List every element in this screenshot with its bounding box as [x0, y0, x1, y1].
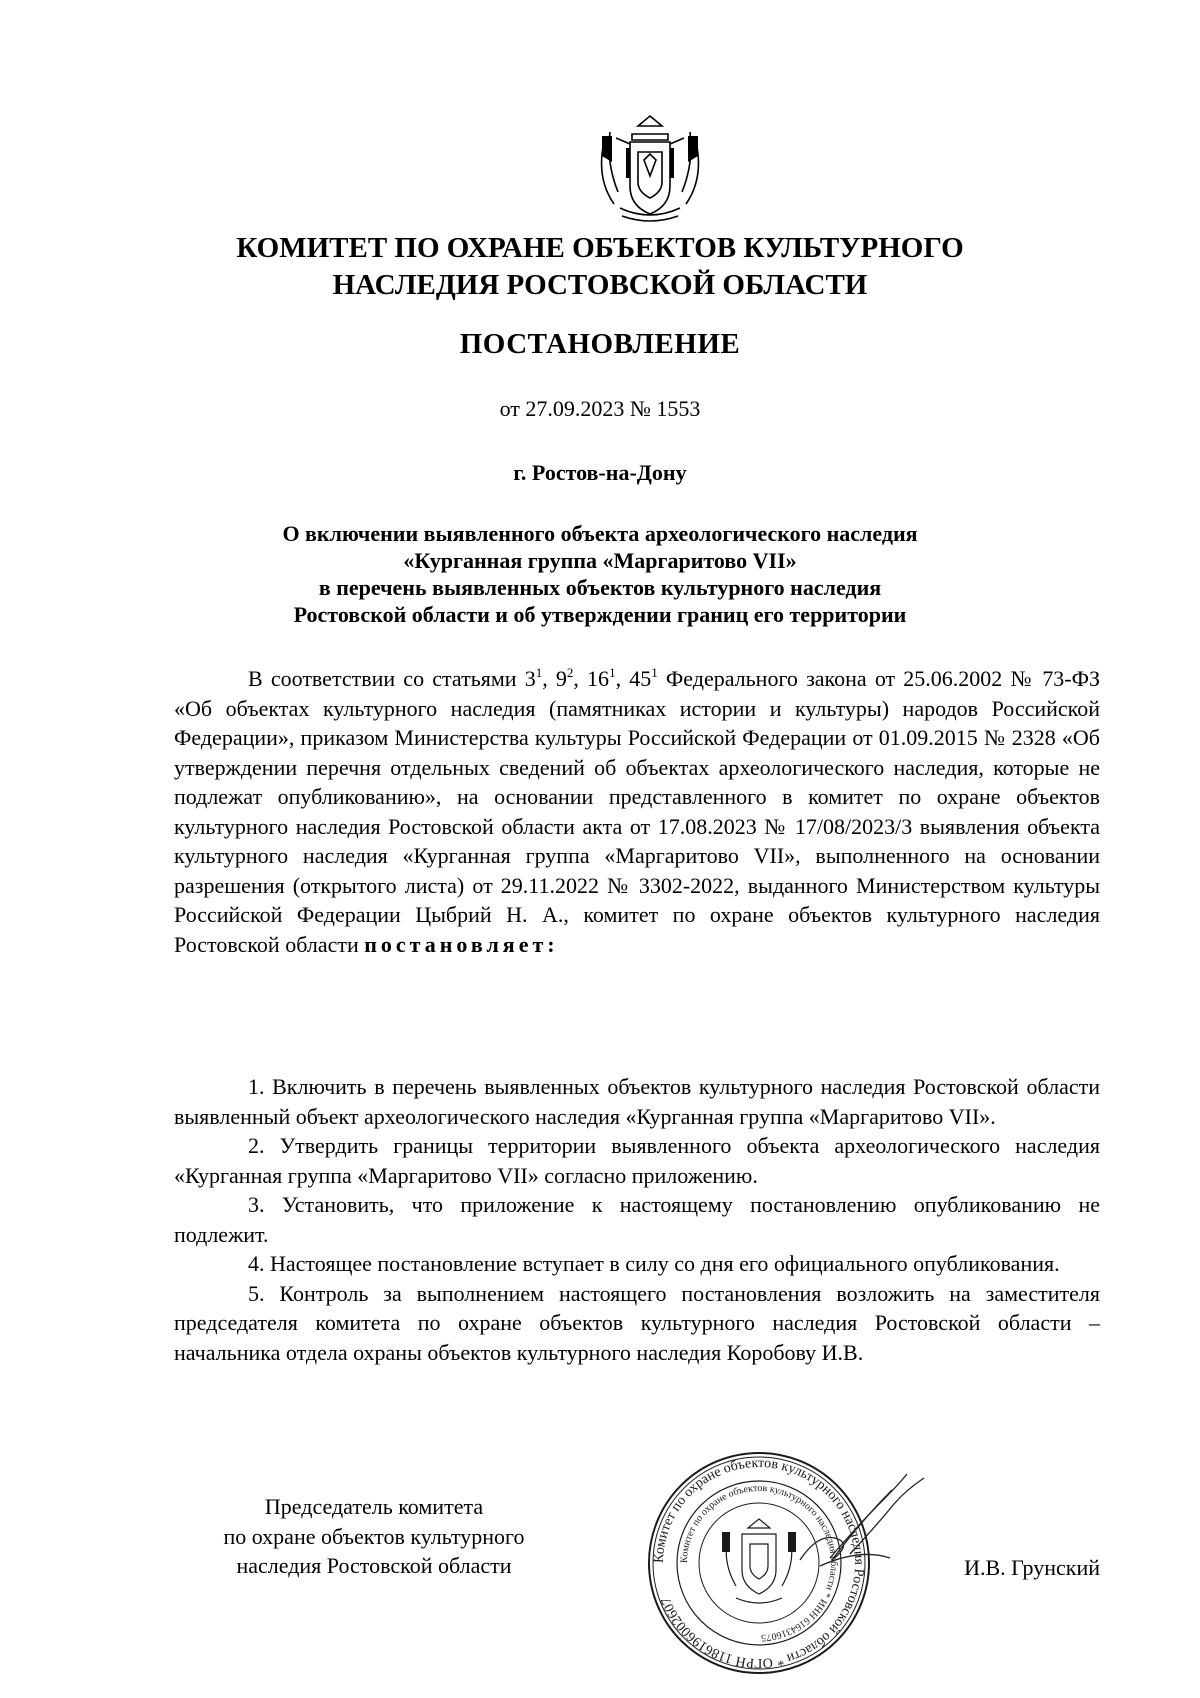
handwritten-signature [790, 1470, 940, 1580]
organization-title [100, 230, 1100, 304]
superscript-2: 2 [566, 665, 574, 680]
superscript-4: 1 [651, 665, 658, 680]
document-subject [120, 520, 1080, 628]
decree-item-5: 5. Контроль за выполнением настоящего постановления возложить на заместителя председателя комитета по охране объектов культурного наследия Ростовской области – начальника отдела охраны объектов культурного наследия Коробову И.В. [174, 1280, 1100, 1365]
coat-of-arms-emblem [580, 112, 720, 230]
preamble-text-5: Федерального закона от 25.06.2002 № 73-ФЗ «Об объектах культурного наследия (памятниках истории и культуры) народов Российской Федерации», приказом Министерства культуры Российской Федерации от 01.09.2015 № 2328 «Об утверждении перечня отдельных сведений об объектах археологического наследия, которые не подлежат опубликованию», на основании представленного в комитет по охране объектов культурного наследия Ростовской области акта от 17.08.2023 № 17/08/2023/3 выявления объекта культурного наследия «Курганная группа «Маргаритово VII», выполненного на основании разрешения (открытого листа) от 29.11.2022 № 3302-2022, выданного Министерством культуры Российской Федерации Цыбрий Н. А., комитет по охране объектов культурного наследия Ростовской области [174, 666, 1101, 957]
document-date-number: от 27.09.2023 № 1553 [499, 396, 701, 421]
decree-item-3: 3. Установить, что приложение к настоящему постановлению опубликованию не подлежит. [174, 1192, 1100, 1247]
preamble-text-2: , 9 [542, 666, 567, 691]
decree-item-1: 1. Включить в перечень выявленных объектов культурного наследия Ростовской области выявленный объект археологического наследия «Курганная группа «Маргаритово VII». [174, 1074, 1100, 1129]
seal-inner-text: Комитет по охране объектов культурного наследия области * ИНН 6164316075 [678, 1482, 840, 1644]
subject-line-1: О включении выявленного объекта археологического наследия [282, 521, 918, 546]
seal-outer-text: Комитет по охране объектов культурного наследия Ростовской области * ОГРН 1186196002607 [651, 1455, 867, 1671]
preamble-text-4: , 45 [615, 666, 652, 691]
preamble-paragraph [174, 664, 1100, 959]
document-city: г. Ростов-на-Дону [513, 460, 687, 485]
signer-position [174, 1492, 574, 1581]
seal-emblem-icon [726, 1519, 792, 1603]
decree-item-4: 4. Настоящее постановление вступает в силу со дня его официального опубликования. [248, 1251, 1060, 1276]
signer-position-line-3: наследия Ростовской области [236, 1553, 512, 1578]
document-type: ПОСТАНОВЛЕНИЕ [459, 328, 741, 360]
subject-line-2: «Курганная группа «Маргаритово VII» [403, 548, 797, 573]
decree-item-2: 2. Утвердить границы территории выявленного объекта археологического наследия «Курганная группа «Маргаритово VII» согласно приложению. [174, 1133, 1100, 1188]
superscript-1: 1 [535, 665, 543, 680]
decree-items-list [174, 1072, 1100, 1367]
org-title-line-1: КОМИТЕТ ПО ОХРАНЕ ОБЪЕКТОВ КУЛЬТУРНОГО [236, 232, 964, 264]
subject-line-4: Ростовской области и об утверждении границ его территории [293, 602, 907, 627]
org-title-line-2: НАСЛЕДИЯ РОСТОВСКОЙ ОБЛАСТИ [332, 269, 868, 301]
signer-position-line-1: Председатель комитета [264, 1494, 484, 1519]
subject-line-3: в перечень выявленных объектов культурного наследия [318, 575, 882, 600]
superscript-3: 1 [609, 665, 616, 680]
decree-word: постановляет: [364, 931, 559, 957]
signer-name: И.В. Грунский [964, 1555, 1100, 1580]
signer-position-line-2: по охране объектов культурного [223, 1523, 525, 1549]
preamble-text-1: В соответствии со статьями 3 [248, 666, 536, 691]
preamble-text-3: , 16 [573, 666, 610, 691]
